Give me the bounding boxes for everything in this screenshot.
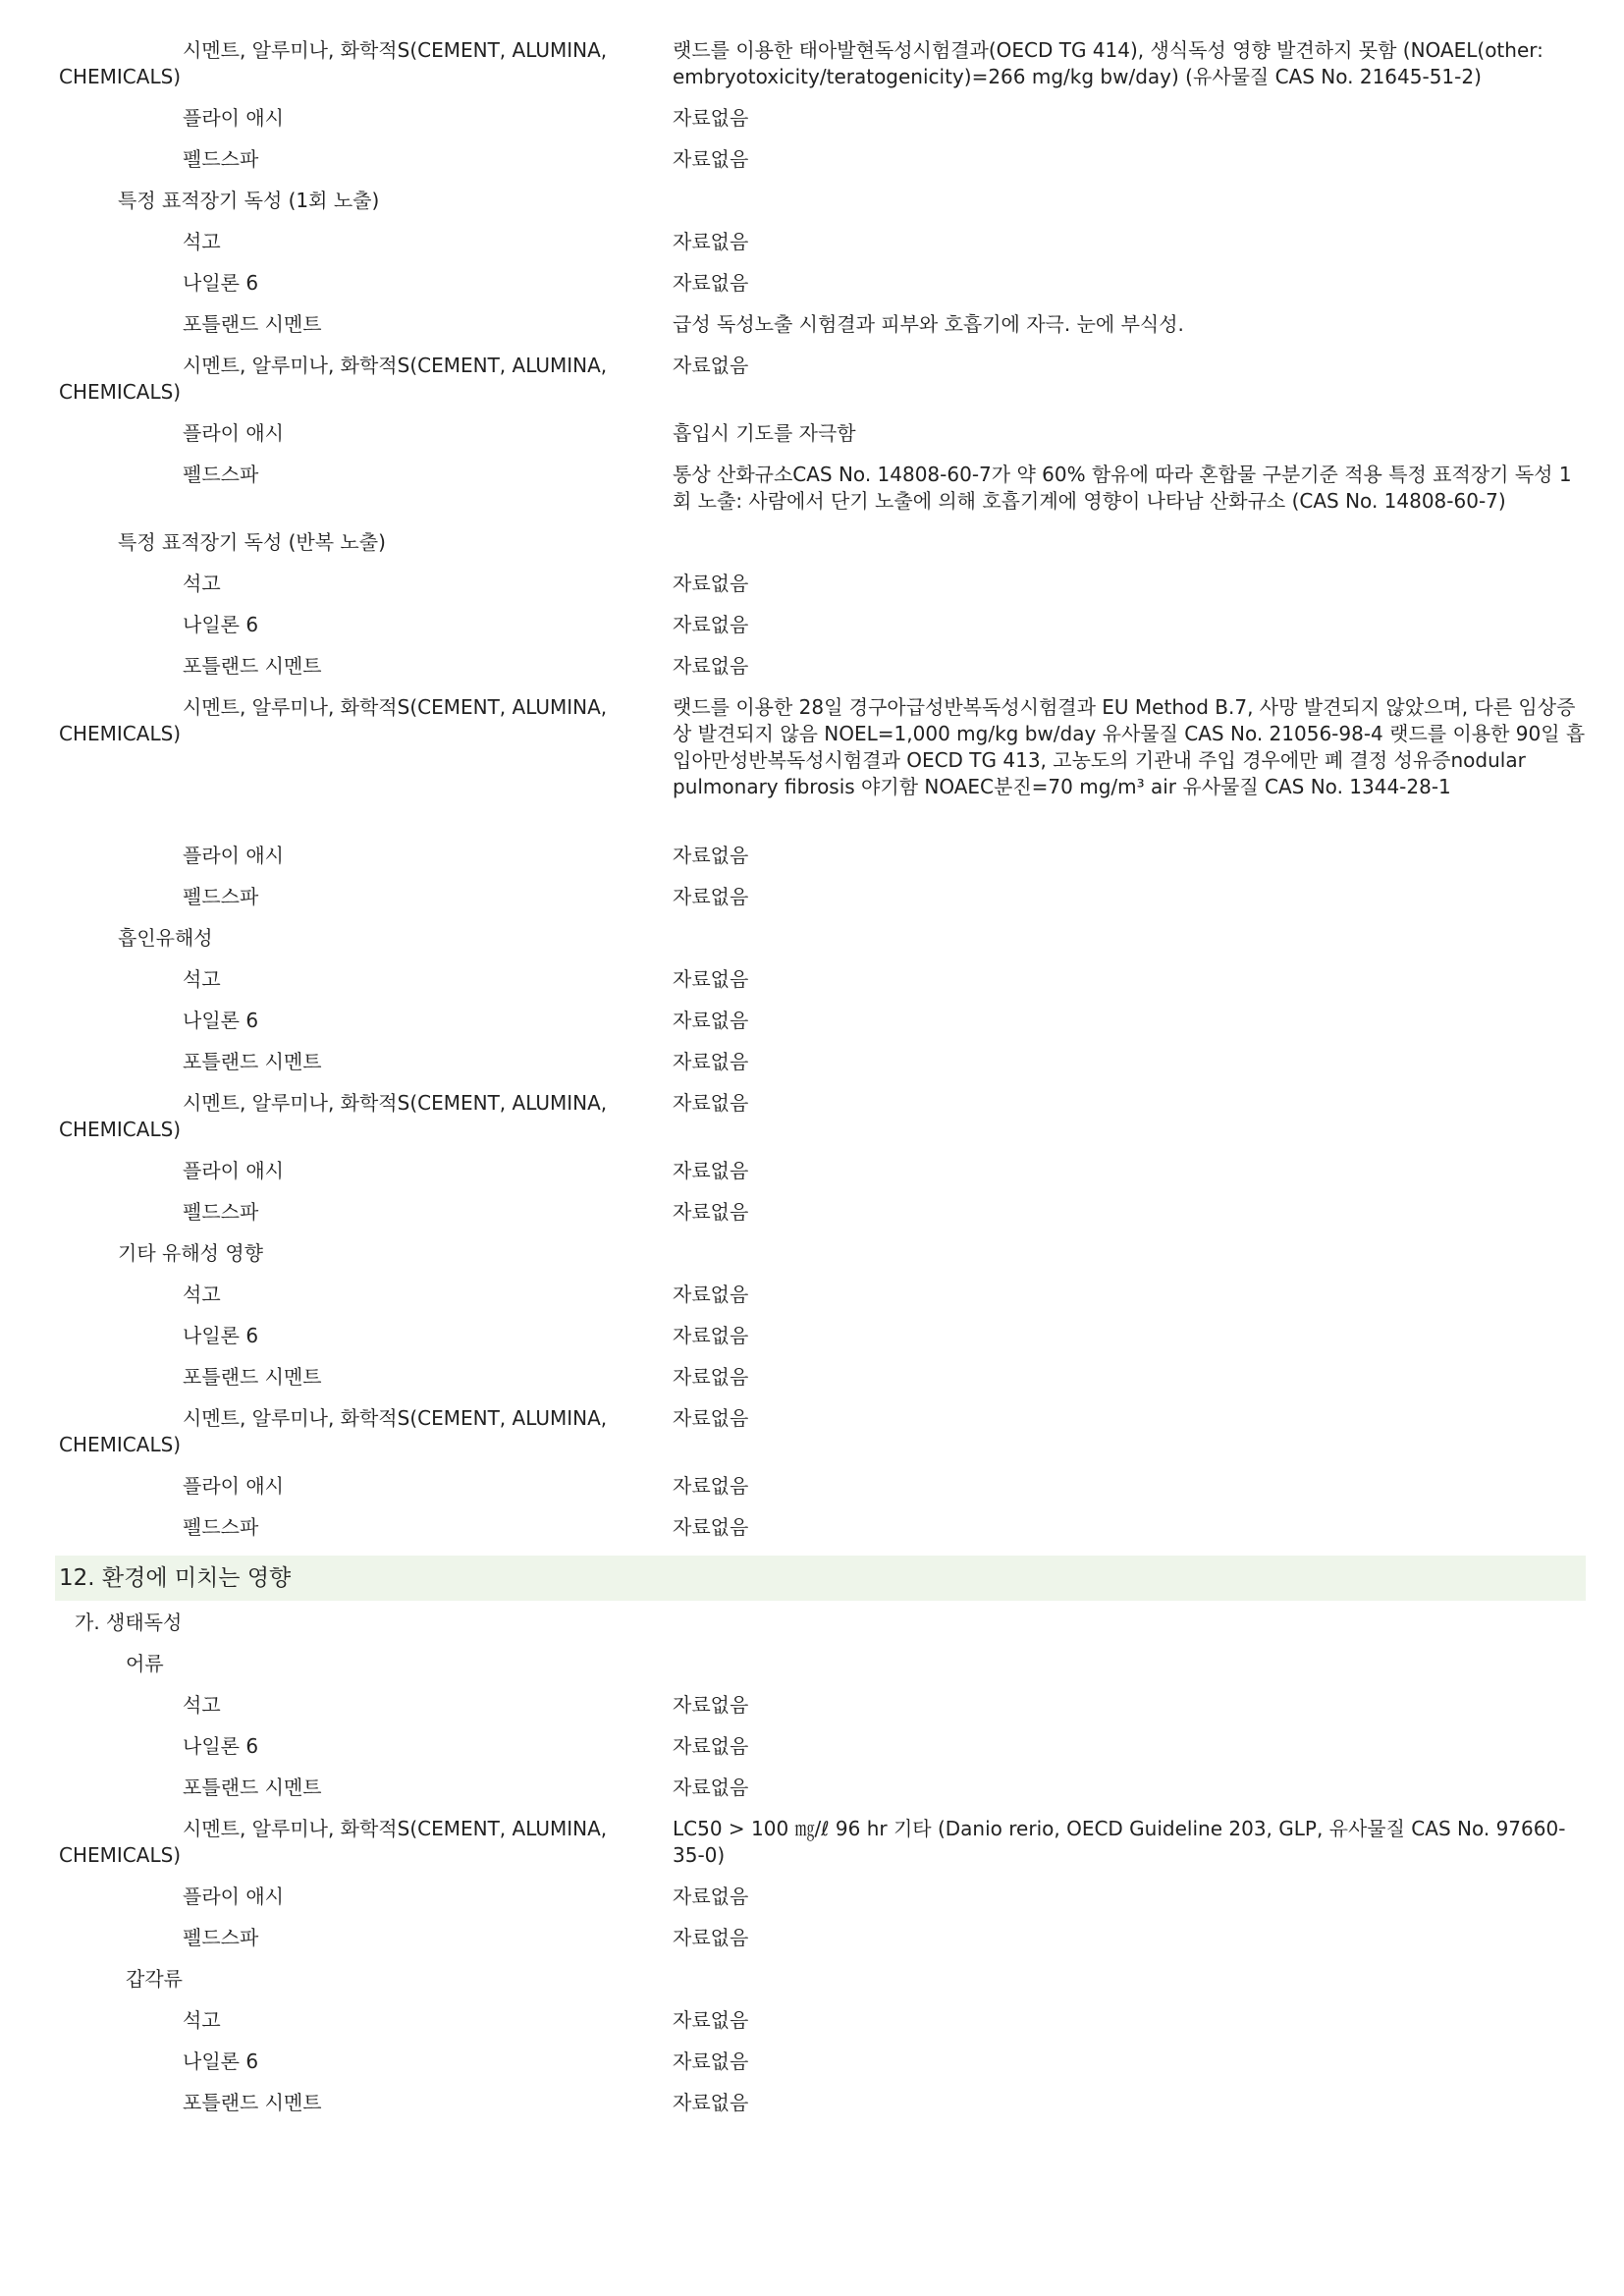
property-row [59,1925,1586,1951]
substance-label: 석고 [183,1283,221,1306]
property-row [59,2007,1586,2034]
property-value: 자료없음 [673,844,749,867]
property-row [59,571,1586,597]
property-value: 자료없음 [673,1365,749,1389]
substance-label: 석고 [183,230,221,253]
property-value: 통상 산화규소CAS No. 14808-60-7가 약 60% 함유에 따라 혼합물 구분기준 적용 특정 표적장기 독성 1회 노출: 사람에서 단기 노출에 의해 호흡기계에 영향이 나타남 산화규소 (CAS No. 14808-60-7) [673,463,1572,513]
category-heading: 기타 유해성 영향 [118,1241,263,1265]
property-row [59,1158,1586,1184]
property-row [59,2090,1586,2116]
substance-label: 펠드스파 [183,1515,259,1539]
section-header: 12. 환경에 미치는 영향 [55,1556,1586,1601]
property-row [59,353,1586,406]
property-row [59,37,1586,90]
substance-label: 플라이 애시 [183,844,284,867]
property-value: 자료없음 [673,2091,749,2114]
property-row [59,1816,1586,1869]
substance-label: 플라이 애시 [183,1474,284,1498]
substance-label: 시멘트, 알루미나, 화학적S(CEMENT, ALUMINA, CHEMICALS) [59,1406,608,1456]
property-value: 자료없음 [673,1926,749,1949]
property-value: 급성 독성노출 시험결과 피부와 호흡기에 자극. 눈에 부식성. [673,312,1184,336]
property-row [59,462,1586,515]
property-row [59,1405,1586,1458]
property-row [59,612,1586,638]
property-row [59,1473,1586,1500]
property-value: 자료없음 [673,967,749,991]
substance-label: 플라이 애시 [183,421,284,445]
property-value: 자료없음 [673,654,749,678]
property-row [59,105,1586,132]
property-row [59,1090,1586,1143]
substance-label: 포틀랜드 시멘트 [183,654,322,678]
property-value: 자료없음 [673,1693,749,1717]
substance-label: 펠드스파 [183,1926,259,1949]
substance-label: 플라이 애시 [183,1159,284,1182]
substance-label: 석고 [183,2008,221,2032]
property-row [59,843,1586,869]
substance-label: 포틀랜드 시멘트 [183,312,322,336]
property-value: 자료없음 [673,1515,749,1539]
property-value: 자료없음 [673,230,749,253]
substance-label: 시멘트, 알루미나, 화학적S(CEMENT, ALUMINA, CHEMICALS) [59,1817,608,1867]
property-row [59,1323,1586,1349]
property-value: 자료없음 [673,354,749,377]
substance-label: 펠드스파 [183,885,259,908]
substance-label: 석고 [183,967,221,991]
property-row [59,270,1586,297]
property-row [59,146,1586,173]
subsection-heading: 가. 생태독성 [75,1611,183,1634]
substance-label: 펠드스파 [183,1200,259,1224]
category-heading: 흡인유해성 [118,926,213,950]
property-row [59,653,1586,680]
substance-label: 시멘트, 알루미나, 화학적S(CEMENT, ALUMINA, CHEMICALS) [59,354,608,404]
property-value: 자료없음 [673,1283,749,1306]
category-heading: 어류 [126,1652,164,1675]
property-row [59,1282,1586,1308]
substance-label: 시멘트, 알루미나, 화학적S(CEMENT, ALUMINA, CHEMICALS) [59,695,608,745]
property-value: 자료없음 [673,1776,749,1799]
spacer [59,815,1586,843]
property-value: 자료없음 [673,1734,749,1758]
substance-label: 시멘트, 알루미나, 화학적S(CEMENT, ALUMINA, CHEMICALS) [59,1091,608,1141]
property-row [59,1775,1586,1801]
substance-label: 나일론 6 [183,2050,259,2073]
property-row [59,694,1586,800]
substance-label: 석고 [183,1693,221,1717]
property-row [59,1199,1586,1226]
property-value: 랫드를 이용한 28일 경구아급성반복독성시험결과 EU Method B.7, 사망 발견되지 않았으며, 다른 임상증상 발견되지 않음 NOEL=1,000 mg/kg bw/day 유사물질 CAS No. 21056-98-4 랫드를 이용한 90일 흡입아만성반복독성시험결과 OECD TG 413, 고농도의 기관내 주입 경우에만 폐 결정 성유증nodular pulmonary fibrosis 야기함 NOAEC분진=70 mg/m³ air 유사물질 CAS No. 1344-28-1 [673,695,1586,798]
substance-label: 포틀랜드 시멘트 [183,1776,322,1799]
property-row [59,311,1586,338]
property-value: 자료없음 [673,885,749,908]
property-value: 자료없음 [673,1159,749,1182]
property-row [59,1692,1586,1719]
property-value: 자료없음 [673,1091,749,1115]
property-row [59,1049,1586,1075]
property-value: 자료없음 [673,572,749,595]
substance-label: 포틀랜드 시멘트 [183,2091,322,2114]
property-row [59,2049,1586,2075]
substance-label: 포틀랜드 시멘트 [183,1365,322,1389]
substance-label: 플라이 애시 [183,106,284,130]
property-row [59,1733,1586,1760]
substance-label: 나일론 6 [183,613,259,636]
msds-content [59,37,1586,2131]
property-value: 자료없음 [673,1885,749,1908]
property-value: 흡입시 기도를 자극함 [673,421,856,445]
property-row [59,966,1586,993]
substance-label: 펠드스파 [183,147,259,171]
substance-label: 나일론 6 [183,1734,259,1758]
substance-label: 석고 [183,572,221,595]
property-value: LC50 > 100 ㎎/ℓ 96 hr 기타 (Danio rerio, OECD Guideline 203, GLP, 유사물질 CAS No. 97660-35-0) [673,1817,1566,1867]
property-value: 자료없음 [673,1009,749,1032]
property-value: 자료없음 [673,613,749,636]
substance-label: 나일론 6 [183,1324,259,1347]
property-value: 랫드를 이용한 태아발현독성시험결과(OECD TG 414), 생식독성 영향 발견하지 못함 (NOAEL(other: embryotoxicity/teratogenicity)=266 mg/kg bw/day) (유사물질 CAS No. 21645-51-2) [673,38,1543,88]
substance-label: 포틀랜드 시멘트 [183,1050,322,1073]
category-heading: 특정 표적장기 독성 (1회 노출) [118,189,380,212]
property-row [59,1884,1586,1910]
property-row [59,1514,1586,1541]
category-heading: 특정 표적장기 독성 (반복 노출) [118,530,386,554]
property-row [59,1008,1586,1034]
substance-label: 나일론 6 [183,271,259,295]
property-row [59,884,1586,910]
substance-label: 플라이 애시 [183,1885,284,1908]
property-value: 자료없음 [673,1406,749,1430]
property-value: 자료없음 [673,1050,749,1073]
property-value: 자료없음 [673,147,749,171]
property-row [59,1364,1586,1391]
property-value: 자료없음 [673,106,749,130]
substance-label: 시멘트, 알루미나, 화학적S(CEMENT, ALUMINA, CHEMICALS) [59,38,608,88]
substance-label: 펠드스파 [183,463,259,486]
property-value: 자료없음 [673,1200,749,1224]
property-value: 자료없음 [673,2050,749,2073]
category-heading: 갑각류 [126,1967,183,1991]
property-value: 자료없음 [673,271,749,295]
property-value: 자료없음 [673,1324,749,1347]
property-value: 자료없음 [673,2008,749,2032]
substance-label: 나일론 6 [183,1009,259,1032]
property-row [59,420,1586,447]
property-row [59,229,1586,255]
property-value: 자료없음 [673,1474,749,1498]
